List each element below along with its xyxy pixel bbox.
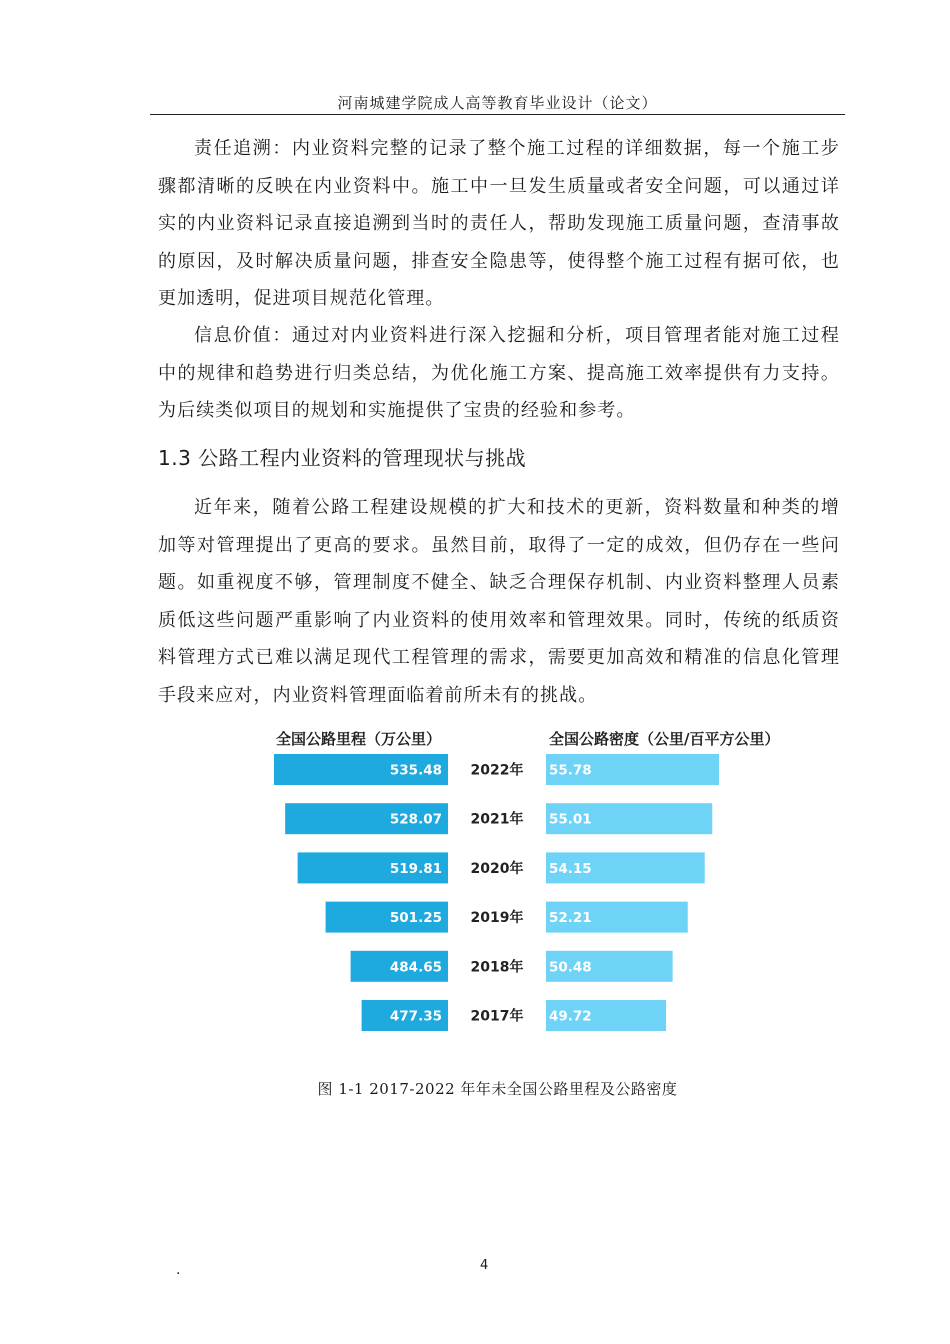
mileage-value-label: 519.81 (389, 860, 442, 877)
year-label: 2018年 (470, 959, 524, 976)
figure-caption: 图 1-1 2017-2022 年年未全国公路里程及公路密度 (317, 1080, 678, 1098)
density-value-label: 55.01 (549, 811, 592, 828)
right-series-title: 全国公路密度（公里/百平方公里） (549, 730, 780, 748)
density-value-label: 52.21 (549, 910, 592, 927)
page-number: 4 (480, 1258, 489, 1273)
year-label: 2021年 (470, 811, 524, 828)
density-value-label: 49.72 (549, 1008, 592, 1025)
density-value-label: 54.15 (549, 860, 592, 877)
footer-dot: . (176, 1262, 181, 1278)
density-value-label: 50.48 (549, 959, 592, 976)
mileage-value-label: 484.65 (389, 959, 442, 976)
road-mileage-density-chart (262, 718, 792, 1040)
mileage-value-label: 477.35 (389, 1008, 442, 1025)
paragraph-status: 近年来，随着公路工程建设规模的扩大和技术的更新，资料数量和种类的增加等对管理提出了更高的要求。虽然目前，取得了一定的成效，但仍存在一些问题。如重视度不够，管理制度不健全、缺乏合理保存机制、内业资料整理人员素质低这些问题严重影响了内业资料的使用效率和管理效果。同时，传统的纸质资料管理方式已难以满足现代工程管理的需求，需要更加高效和精准的信息化管理手段来应对，内业资料管理面临着前所未有的挑战。 (158, 497, 840, 706)
section-heading: 1.3 公路工程内业资料的管理现状与挑战 (158, 446, 527, 470)
header-divider (150, 114, 845, 115)
mileage-value-label: 501.25 (389, 910, 442, 927)
mileage-value-label: 535.48 (389, 762, 442, 779)
mileage-value-label: 528.07 (389, 811, 442, 828)
density-value-label: 55.78 (549, 762, 592, 779)
year-label: 2022年 (470, 762, 524, 779)
left-series-title: 全国公路里程（万公里） (276, 730, 442, 748)
paragraph-information-value: 信息价值：通过对内业资料进行深入挖掘和分析，项目管理者能对施工过程中的规律和趋势进行归类总结，为优化施工方案、提高施工效率提供有力支持。为后续类似项目的规划和实施提供了宝贵的经验和参考。 (158, 325, 840, 421)
year-label: 2017年 (470, 1008, 524, 1025)
paragraph-responsibility: 责任追溯：内业资料完整的记录了整个施工过程的详细数据，每一个施工步骤都清晰的反映在内业资料中。施工中一旦发生质量或者安全问题，可以通过详实的内业资料记录直接追溯到当时的责任人，帮助发现施工质量问题，查清事故的原因，及时解决质量问题，排查安全隐患等，使得整个施工过程有据可依，也更加透明，促进项目规范化管理。 (158, 138, 840, 309)
year-label: 2019年 (470, 910, 524, 927)
running-header: 河南城建学院成人高等教育毕业设计（论文） (337, 94, 658, 112)
year-label: 2020年 (470, 860, 524, 877)
